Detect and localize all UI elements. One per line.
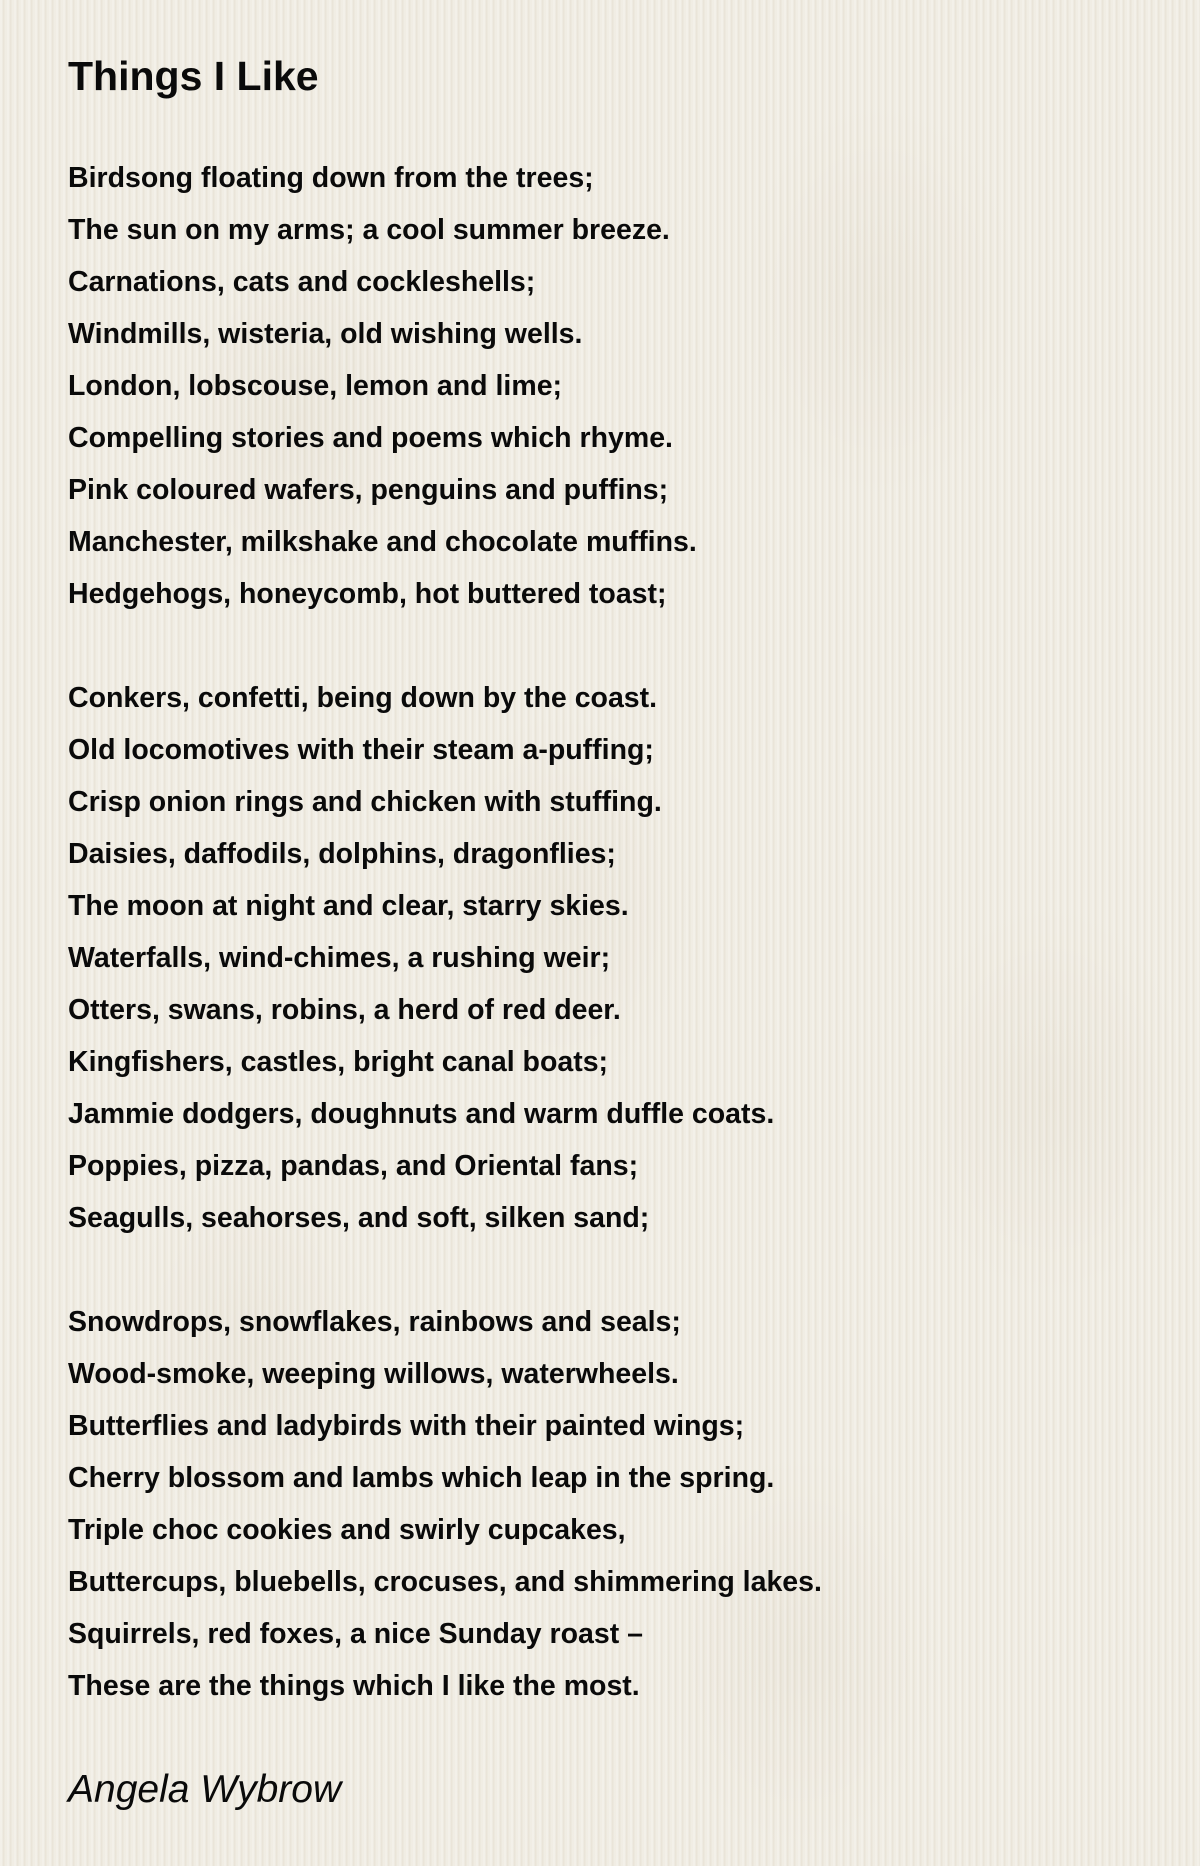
stanza-break — [68, 1244, 822, 1296]
poem-line: Seagulls, seahorses, and soft, silken sand; — [68, 1202, 650, 1234]
poem-author: Angela Wybrow — [68, 1768, 342, 1811]
poem-line: Hedgehogs, honeycomb, hot buttered toast; — [68, 578, 667, 610]
poem-line: Manchester, milkshake and chocolate muffins. — [68, 526, 697, 558]
poem-line: The moon at night and clear, starry skies. — [68, 890, 629, 922]
poem-title: Things I Like — [68, 53, 319, 99]
poem-line: Squirrels, red foxes, a nice Sunday roast – — [68, 1618, 643, 1650]
poem-line: Daisies, daffodils, dolphins, dragonflies; — [68, 838, 616, 870]
poem-line: Windmills, wisteria, old wishing wells. — [68, 318, 583, 350]
poem-line: Crisp onion rings and chicken with stuffing. — [68, 786, 662, 818]
poem-line: Poppies, pizza, pandas, and Oriental fans; — [68, 1150, 639, 1182]
poem-line: Kingfishers, castles, bright canal boats; — [68, 1046, 609, 1078]
stanza-2 — [68, 672, 822, 1244]
poem-line: Waterfalls, wind-chimes, a rushing weir; — [68, 942, 611, 974]
poem-line: Wood-smoke, weeping willows, waterwheels. — [68, 1358, 679, 1390]
poem-line: Buttercups, bluebells, crocuses, and shimmering lakes. — [68, 1566, 822, 1598]
stanza-break — [68, 620, 822, 672]
poem-line: The sun on my arms; a cool summer breeze. — [68, 214, 670, 246]
poem-line: Conkers, confetti, being down by the coast. — [68, 682, 658, 714]
poem-line: Jammie dodgers, doughnuts and warm duffle coats. — [68, 1098, 775, 1130]
poem-line: Carnations, cats and cockleshells; — [68, 266, 536, 298]
poem-line: Pink coloured wafers, penguins and puffins; — [68, 474, 669, 506]
poem-line: Butterflies and ladybirds with their painted wings; — [68, 1410, 745, 1442]
poem-body — [68, 152, 822, 1712]
poem-line: Compelling stories and poems which rhyme. — [68, 422, 673, 454]
poem-line: London, lobscouse, lemon and lime; — [68, 370, 563, 402]
poem-line: Otters, swans, robins, a herd of red deer. — [68, 994, 621, 1026]
poem-line: Snowdrops, snowflakes, rainbows and seals; — [68, 1306, 681, 1338]
poem-line: These are the things which I like the most. — [68, 1670, 640, 1702]
stanza-1 — [68, 152, 822, 620]
stanza-3 — [68, 1296, 822, 1712]
poem-line: Cherry blossom and lambs which leap in the spring. — [68, 1462, 775, 1494]
poem-line: Birdsong floating down from the trees; — [68, 162, 594, 194]
poem-line: Triple choc cookies and swirly cupcakes, — [68, 1514, 626, 1546]
poem-line: Old locomotives with their steam a-puffing; — [68, 734, 654, 766]
